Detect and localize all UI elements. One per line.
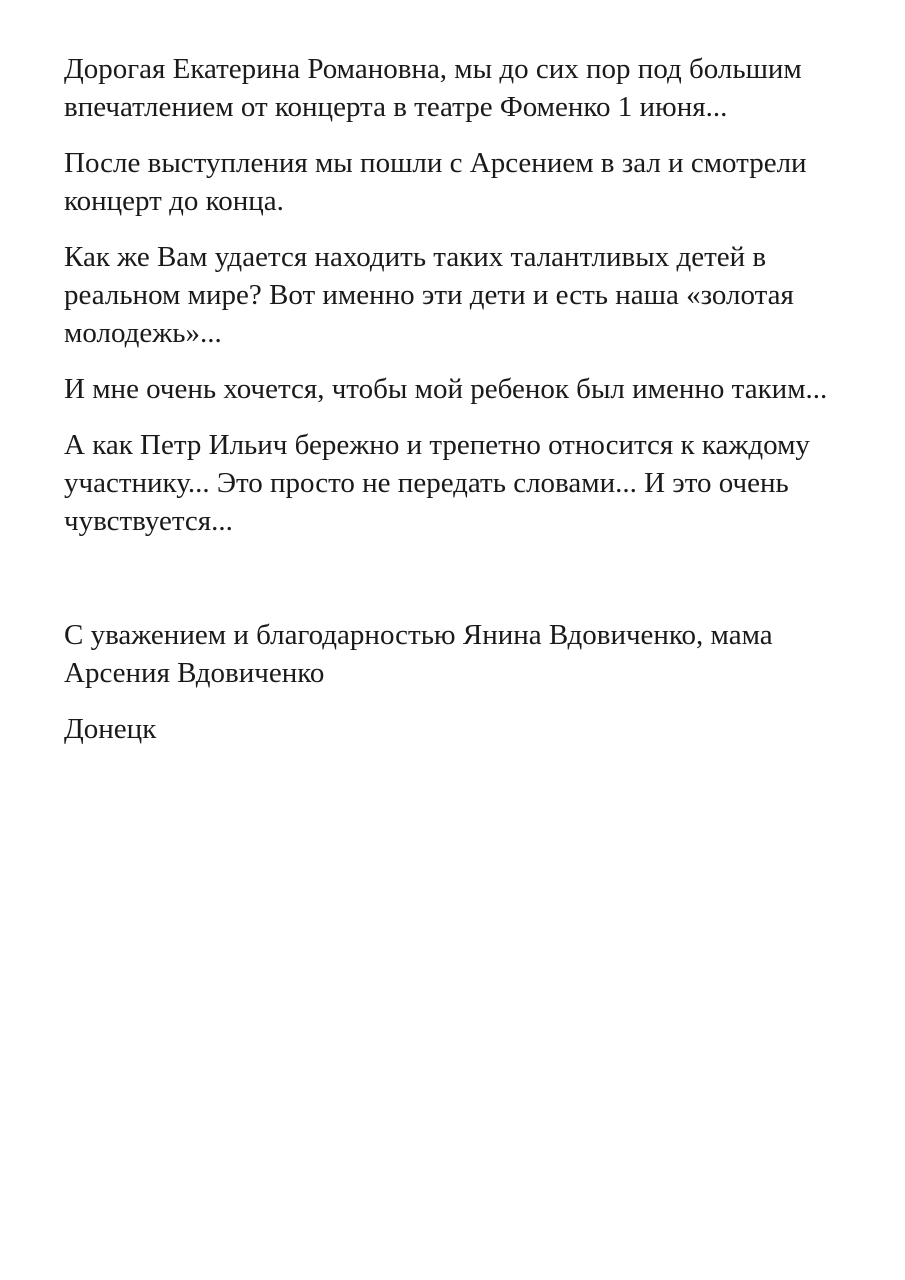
letter-signature: С уважением и благодарностью Янина Вдовиченко, мама Арсения Вдовиченко (64, 619, 773, 689)
letter-paragraph-after-performance: После выступления мы пошли с Арсением в зал и смотрели концерт до конца. (64, 147, 807, 217)
letter-paragraph-pyotr-ilyich: А как Петр Ильич бережно и трепетно относится к каждому участнику... Это просто не передать словами... И это очень чувствуется... (64, 429, 810, 537)
letter-body (64, 50, 841, 748)
letter-paragraph-greeting: Дорогая Екатерина Романовна, мы до сих пор под большим впечатлением от концерта в театре Фоменко 1 июня... (64, 53, 802, 123)
letter-paragraph-talented-children: Как же Вам удается находить таких талантливых детей в реальном мире? Вот именно эти дети и есть наша «золотая молодежь»... (64, 241, 794, 349)
letter-city: Донецк (64, 713, 157, 745)
letter-paragraph-wish: И мне очень хочется, чтобы мой ребенок был именно таким... (64, 373, 828, 405)
